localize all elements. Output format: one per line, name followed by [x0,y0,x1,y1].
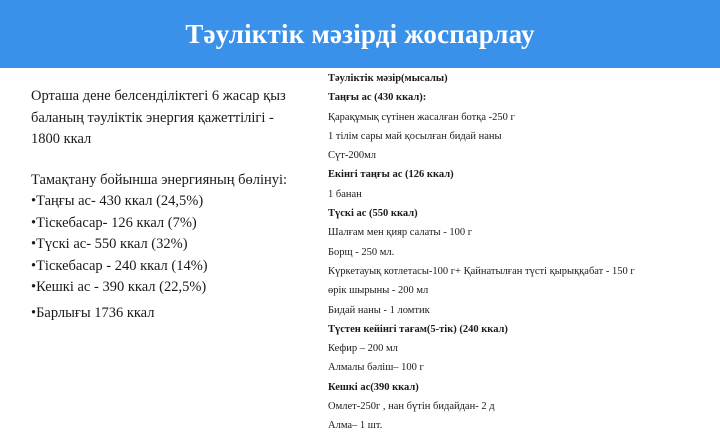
title-bar [0,0,720,68]
daily-menu-panel [328,69,718,436]
menu-line: Кефир – 200 мл [328,343,398,355]
menu-line: 1 банан [328,188,362,200]
meal-energy-item: •Тіскебасар- 126 ккал (7%) [31,214,197,231]
menu-line: Борщ - 250 мл. [328,246,395,258]
menu-header: Тәуліктік мәзір(мысалы) [328,73,448,84]
menu-line: Бидай наны - 1 ломтик [328,304,430,316]
menu-lines [328,88,718,435]
menu-line: Қарақұмық сүтінен жасалған ботқа -250 г [328,111,515,123]
meal-energy-item: •Түскі ас- 550 ккал (32%) [31,236,188,252]
menu-meal-heading: Кешкі ас(390 ккал) [328,381,419,393]
menu-line: өрік шырыны - 200 мл [328,285,429,297]
energy-distribution-panel [31,86,306,339]
energy-requirement-text: Орташа дене белсенділіктегі 6 жасар қыз баланың тәуліктік энергия қажеттілігі - 1800 ккал [31,88,286,147]
menu-line: Сүт-200мл [328,150,376,162]
menu-line: Шалғам мен қияр салаты - 100 г [328,227,473,239]
menu-meal-heading: Таңғы ас (430 ккал): [328,92,427,104]
meal-energy-item: •Кешкі ас - 390 ккал (22,5%) [31,279,207,295]
slide-title: Тәуліктік мәзірді жоспарлау [185,18,535,49]
meal-energy-item: •Таңғы ас- 430 ккал (24,5%) [31,193,204,209]
menu-line: Алмалы бәліш– 100 г [328,362,424,374]
menu-line: Алма– 1 шт. [328,420,383,432]
menu-line: Омлет-250г , нан бүтін бидайдан- 2 д [328,401,495,413]
menu-line: Күркетауық котлетасы-100 г+ Қайнатылған түсті қырыққабат - 150 г [328,265,635,277]
distribution-heading: Тамақтану бойынша энергияның бөлінуі: [31,171,288,188]
meal-energy-list [31,191,306,299]
menu-meal-heading: Түскі ас (550 ккал) [328,208,418,220]
total-energy-text: •Барлығы 1736 ккал [31,304,155,321]
menu-meal-heading: Екінгі таңғы ас (126 ккал) [328,169,454,181]
meal-energy-item: •Тіскебасар - 240 ккал (14%) [31,257,208,274]
menu-line: 1 тілім сары май қосылған бидай наны [328,130,502,142]
menu-meal-heading: Түстен кейінгі тағам(5-тік) (240 ккал) [328,323,508,335]
